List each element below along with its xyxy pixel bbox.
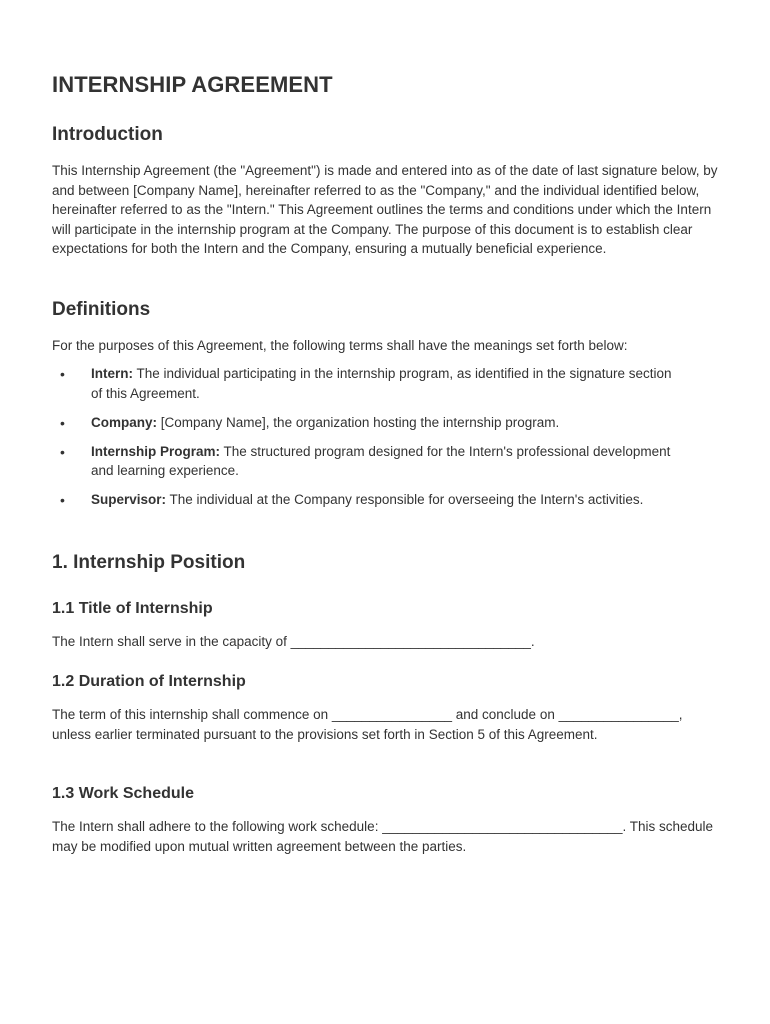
definition-text: The individual participating in the internship program, as identified in the signature section of this Agreement.: [91, 366, 672, 401]
section-1-1-heading: 1.1 Title of Internship: [52, 600, 213, 617]
definition-text: The individual at the Company responsible for overseeing the Intern's activities.: [166, 492, 644, 507]
document-title: INTERNSHIP AGREEMENT: [52, 72, 333, 97]
section-1-2-heading: 1.2 Duration of Internship: [52, 673, 246, 690]
section-1-3-paragraph: The Intern shall adhere to the following work schedule: ________________________________. This schedule may be modified upon mutual written agreement between the parties.: [52, 819, 713, 854]
bullet-icon: •: [60, 443, 65, 460]
definition-item-supervisor: [52, 490, 681, 510]
definitions-heading: Definitions: [52, 299, 151, 320]
definition-text: [Company Name], the organization hosting the internship program.: [157, 414, 560, 430]
introduction-paragraph: This Internship Agreement (the "Agreement") is made and entered into as of the date of last signature below, by and between [Company Name], hereinafter referred to as the "Company," and the individual identified below, hereinafter referred to as the "Intern." This Agreement outlines the terms and conditions under which the Intern will participate in the internship program at the Company. The purpose of this document is to establish clear expectations for both the Intern and the Company, ensuring a mutually beneficial experience.: [52, 163, 718, 256]
definition-item-intern: [52, 364, 681, 403]
definition-item-company: [52, 413, 681, 433]
definition-text: The structured program designed for the Intern's professional development and learning experience.: [91, 443, 671, 478]
definition-term: Intern:: [91, 366, 133, 381]
section-1-1-paragraph: The Intern shall serve in the capacity of ________________________________.: [52, 634, 535, 649]
definition-item-internship-program: [52, 442, 681, 481]
introduction-heading: Introduction: [52, 124, 163, 145]
definition-term: Supervisor:: [91, 492, 167, 507]
section-1-2-paragraph: The term of this internship shall commence on ________________ and conclude on ________________, unless earlier terminated pursuant to the provisions set forth in Section 5 of this Agreement.: [52, 707, 683, 742]
definitions-intro: For the purposes of this Agreement, the following terms shall have the meanings set forth below:: [52, 338, 628, 353]
section-1-3-heading: 1.3 Work Schedule: [52, 785, 194, 802]
definitions-list: [52, 364, 720, 519]
definition-term: Internship Program:: [91, 443, 221, 459]
bullet-icon: •: [60, 414, 65, 431]
bullet-icon: •: [60, 366, 65, 382]
definition-term: Company:: [91, 414, 158, 430]
bullet-icon: •: [60, 492, 65, 508]
section-1-heading: 1. Internship Position: [52, 552, 246, 573]
